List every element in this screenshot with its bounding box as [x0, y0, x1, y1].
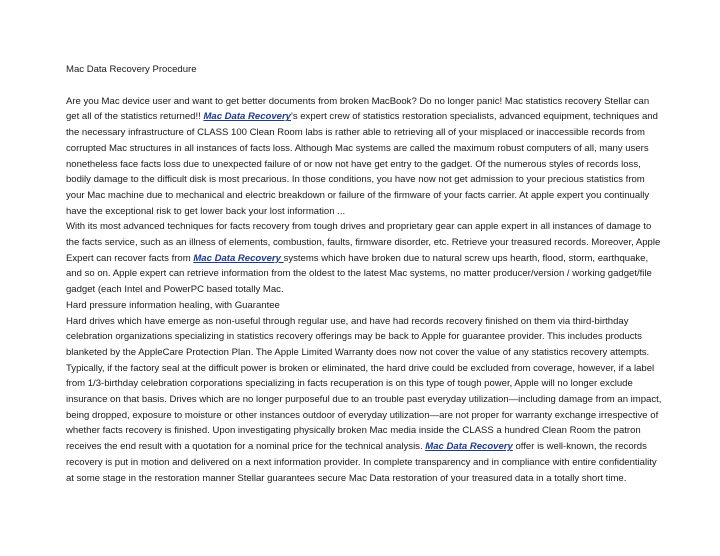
paragraph-text: 's expert crew of statistics restoration specialists, advanced equipment, techniques and the necessary infrastructure of CLASS 100 Clean Room labs is rather able to retrieving all of your misplaced or inaccessible records from corrupted Mac structures in all instances of facts loss. Although Mac systems are called the maximum robust computers of all, many users nonetheless face facts loss due to unexpected failure of or now not have get entry to the gadget. Of the numerous styles of records loss, bodily damage to the difficult disk is most precarious. In those conditions, you have now not get admission to your precious statistics from your Mac machine due to mechanical and electric breakdown or failure of the firmware of your facts carrier. At apple expert you continually have the exceptional risk to get lower back your lost information ... [66, 111, 658, 217]
paragraph-warranty [66, 314, 662, 487]
paragraph-techniques [66, 219, 662, 298]
mac-data-recovery-link[interactable]: Mac Data Recovery [203, 111, 291, 123]
document-page [66, 62, 662, 486]
paragraph-text: With its most advanced techniques for facts recovery from tough drives and proprietary gear can apple expert in all instances of damage to the facts service, such as an illness of elements, combustion, faults, firmware disorder, etc. Retrieve your treasured records. Moreover, Apple Expert can recover facts from [66, 221, 661, 264]
paragraph-text: Hard drives which have emerge as non-useful through regular use, and have had records recovery finished on them via third-birthday celebration organizations specializing in statistics recovery offerings may be back to Apple for guarantee provider. This includes products blanketed by the AppleCare Protection Plan. The Apple Limited Warranty does now not cover the value of any statistics recovery attempts. Typically, if the factory seal at the difficult power is broken or eliminated, the hard drive could be excluded from coverage, however, if a label from 1/3-birthday celebration corporations specializing in facts recuperation is on this type of tough power, Apple will no longer exclude insurance on that basis. Drives which are no longer purposeful due to an trouble past everyday utilization—including damage from an impact, being dropped, exposure to moisture or other instances outdoor of everyday utilization—are not proper for warranty exchange irrespective of whether facts recovery is finished. Upon investigating physically broken Mac media inside the CLASS a hundred Clean Room the patron receives the end result with a quotation for a nominal price for the technical analysis. [66, 315, 662, 453]
section-heading: Hard pressure information healing, with Guarantee [66, 299, 280, 311]
paragraph-text: systems which have broken due to natural screw ups hearth, flood, storm, earthquake, and so on. Apple expert can retrieve information from the oldest to the latest Mac systems, no matter producer/version / working gadget/file gadget (each Intel and PowerPC based totally Mac. [66, 252, 652, 296]
document-title: Mac Data Recovery Procedure [66, 64, 197, 75]
mac-data-recovery-link[interactable]: Mac Data Recovery [425, 441, 513, 453]
mac-data-recovery-link[interactable]: Mac Data Recovery [193, 252, 284, 264]
paragraph-intro [66, 94, 662, 220]
paragraph-text: offer is well-known, the records recovery is put in motion and delivered on a next information provider. In complete transparency and in compliance with entire confidentiality at some stage in the restoration manner Stellar guarantees secure Mac Data restoration of your treasured data in a totally short time. [66, 441, 657, 484]
paragraph-text: Are you Mac device user and want to get better documents from broken MacBook? Do no longer panic! Mac statistics recovery Stellar can get all of the statistics returned!! [66, 95, 650, 123]
